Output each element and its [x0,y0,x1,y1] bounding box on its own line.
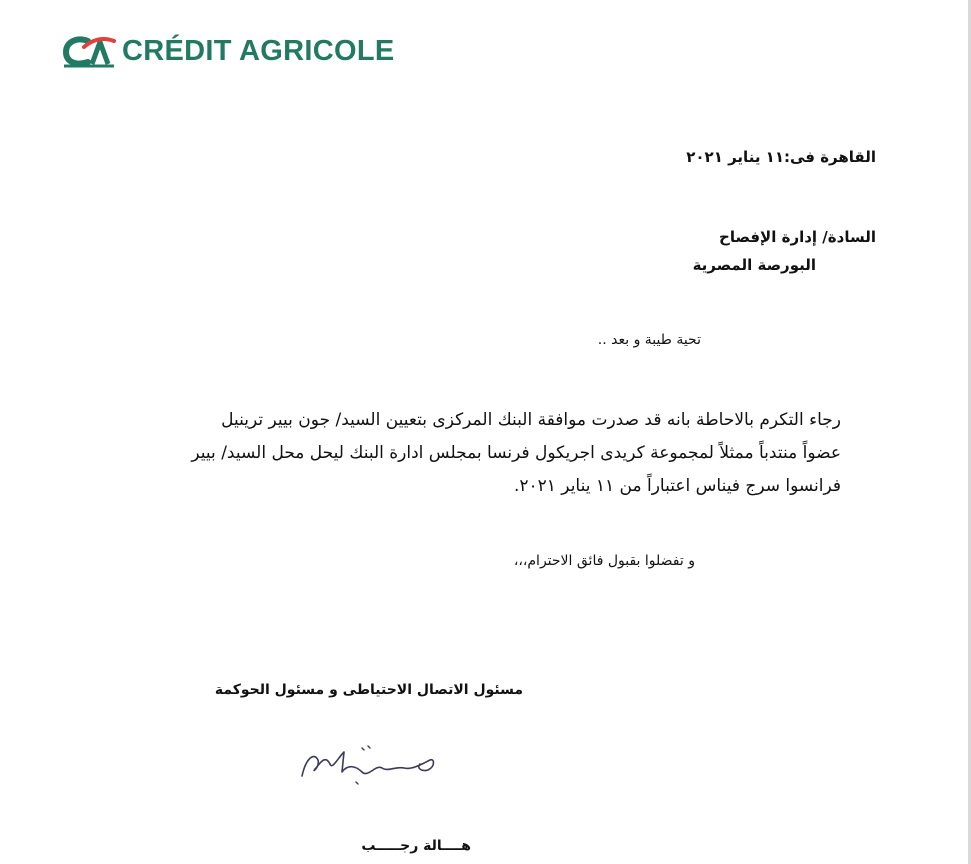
brand-name: CRÉDIT AGRICOLE [122,34,395,67]
body-line: فرانسوا سرج فيناس اعتباراً من ١١ يناير ٢٠٢١. [513,476,841,496]
bank-logo [62,33,394,69]
signatory-name: هــــالة رجـــــب [361,838,471,854]
closing-line: و تفضلوا بقبول فائق الاحترام،،، [513,553,695,569]
signatory-title: مسئول الاتصال الاحتياطى و مسئول الحوكمة [214,682,523,698]
body-line: عضواً منتدباً ممثلاً لمجموعة كريدى اجريكول فرنسا بمجلس ادارة البنك ليحل محل السيد/ بيير [191,443,841,463]
letter-date: القاهرة فى:١١ يناير ٢٠٢١ [686,148,876,166]
letter-body [121,404,841,503]
handwritten-signature [292,738,442,792]
recipient-line-1: السادة/ إدارة الإفصاح [719,228,876,246]
credit-agricole-logo-icon [62,33,116,69]
body-line: رجاء التكرم بالاحاطة بانه قد صدرت موافقة البنك المركزى بتعيين السيد/ جون بيير ترينيل [221,410,841,430]
greeting: تحية طيبة و بعد .. [597,332,701,348]
recipient-line-2: البورصة المصرية [692,256,816,274]
